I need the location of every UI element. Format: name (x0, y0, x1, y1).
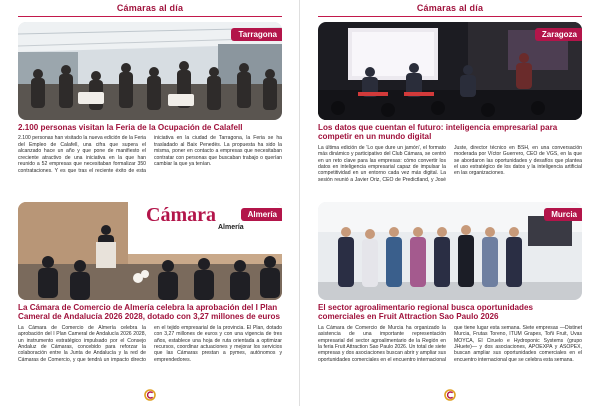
article-body: La Cámara de Comercio de Almería celebra la aprobación del I Plan Cameral de Andalucía 2026 2028, un instrumento estratégico impulsado por el Consejo Andaluz de Cámaras, concebido para reforzar la colaboración entre la Junta de Andalucía y la red de Cámaras de Comercio, y que tendrá un impacto directo en el tejido empresarial de la provincia. El Plan, dotado con 3,27 millones de euros y con una vigencia de tres años, establece una hoja de ruta orientada a optimizar recursos, coordinar actuaciones y mejorar los servicios que las Cámaras prestan a pymes, autónomos y emprendedores. (18, 324, 282, 363)
article-body: La última edición de 'Lo que dure un jamón', el formato más dinámico y participativo del Club Cámara, se centró en un reto clave para las empresas: cómo convertir los datos en inteligencia empresarial capaz de impulsar la competitividad en un entorno cada vez más digital. La sesión reunió a Javier Oriz, CEO de Predictland, y José Juste, director técnico en BSH, en una conversación moderada por Víctor Guerrero, CEO de VGS, en la que se abordaron las oportunidades y desafíos que plantea el uso estratégico de los datos y la inteligencia artificial en las organizaciones. (318, 144, 582, 183)
header-rule (18, 16, 282, 17)
section-title: Cámaras al día (416, 3, 484, 13)
article-zaragoza (318, 22, 582, 183)
region-tag: Tarragona (231, 28, 282, 41)
article-photo (18, 22, 282, 120)
right-page (300, 0, 600, 406)
region-tag: Zaragoza (535, 28, 582, 41)
article-tarragona (18, 22, 282, 174)
article-photo (318, 22, 582, 120)
article-photo (18, 202, 282, 300)
article-headline: El sector agroalimentario regional busca oportunidades comerciales en Fruit Attraction Sao Paulo 2026 (318, 303, 533, 322)
article-headline: 2.100 personas visitan la Feria de la Ocupación de Calafell (18, 123, 243, 132)
region-tag: Murcia (544, 208, 582, 221)
region-tag: Almería (241, 208, 282, 221)
group-photo (318, 202, 582, 300)
section-title: Cámaras al día (116, 3, 184, 13)
camara-sign-subtitle: Almería (218, 224, 244, 231)
article-almeria (18, 202, 282, 363)
page-header (300, 3, 600, 17)
article-body: La Cámara de Comercio de Murcia ha organizado la asistencia de una importante representación empresarial del sector agroalimentario de la Región en la feria Fruit Attraction Sao Paulo 2026. Un total de siete empresas y dos asociaciones buscan abrir y ampliar sus oportunidades comerciales en el encuentro internacional que tiene lugar esta semana. Siete empresas —Distinet Murcia, Frutas Toreno, ITUM Grapes, Toñi Fruit, Uvas MOYCA, El Ciruelo e Hydroponic Systems (grupo JHuete)— y dos asociaciones, APOEXPA y ASOPEX, buscan ampliar sus oportunidades comerciales en el encuentro internacional que se celebra esta semana. (318, 324, 582, 363)
camara-logo-icon (444, 389, 456, 401)
article-murcia (318, 202, 582, 363)
page-header (0, 3, 300, 17)
header-rule (318, 16, 582, 17)
article-headline: Los datos que cuentan el futuro: inteligencia empresarial para competir en un mundo digital (318, 123, 558, 142)
article-headline: La Cámara de Comercio de Almería celebra la aprobación del I Plan Cameral de Andalucía 2026 2028, dotado con 3,27 millones de euros (18, 303, 280, 322)
article-photo (318, 202, 582, 300)
camara-logo-icon (144, 389, 156, 401)
camara-sign: Cámara (146, 204, 216, 226)
article-body: 2.100 personas han visitado la nueva edición de la Feria del Empleo de Calafell, una cifra que supera el alcanzado hace un año y que pone de manifiesto el creciente atractivo de una iniciativa en la que han reunido a 52 empresas que necesitaban formalizar 350 contrataciones. Y es que tras el reciente éxito de esta iniciativa en la ciudad de Tarragona, la Feria se ha trasladado al Baix Penedès. La propuesta ha sido la misma, poner en contacto a empresas que necesitaban contratar con personas que buscaban trabajo o querían cambiar la que ya tenían. (18, 135, 282, 174)
